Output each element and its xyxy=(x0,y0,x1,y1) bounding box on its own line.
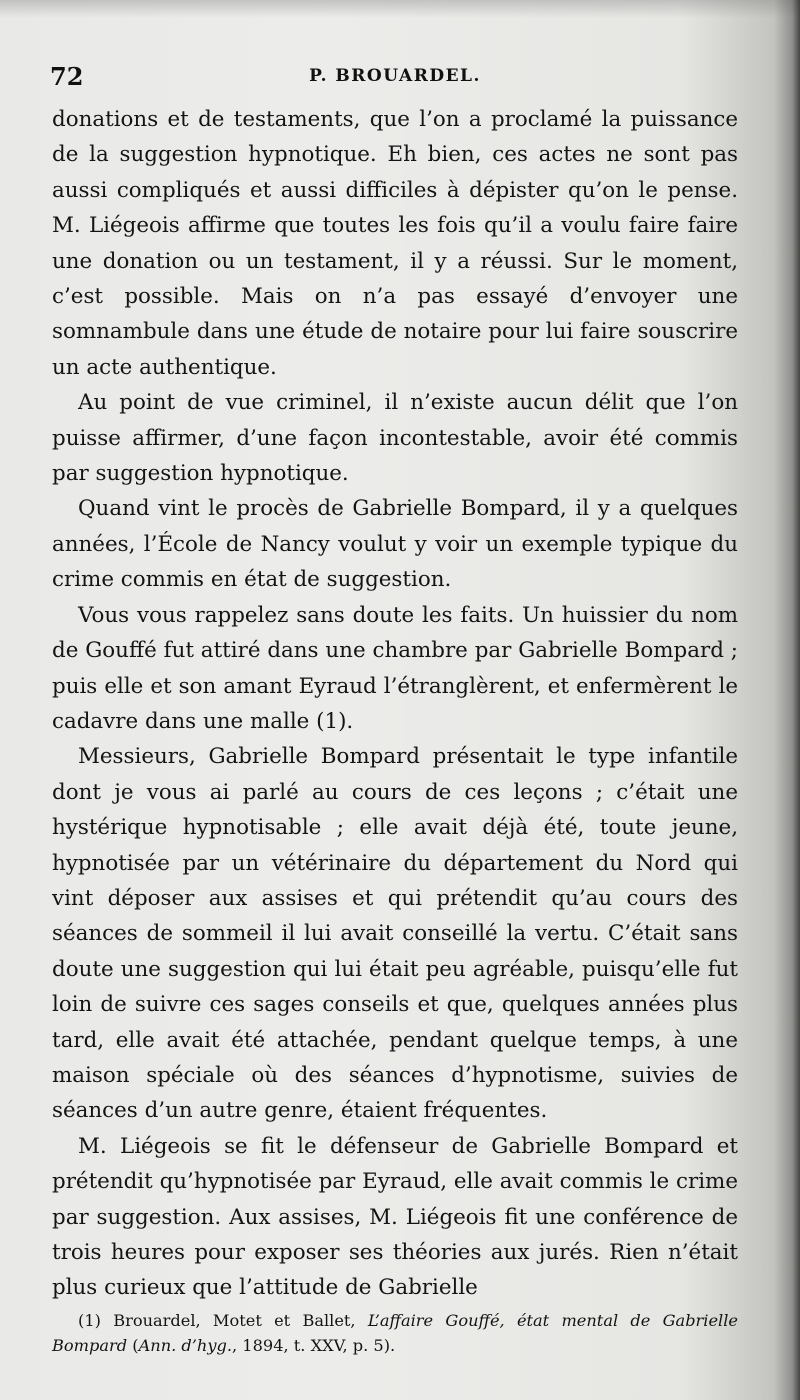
scan-top-shadow xyxy=(0,0,800,18)
footnote xyxy=(52,1308,738,1358)
footnote-tail: , 1894, t. XXV, p. 5). xyxy=(232,1336,396,1355)
paragraph: donations et de testaments, que l’on a proclamé la puissance de la suggestion hypnotique. Eh bien, ces actes ne sont pas aussi compliqués et aussi difficiles à dépister qu’on le pense. M. Liégeois affirme que toutes les fois qu’il a voulu faire faire une donation ou un testament, il y a réussi. Sur le moment, c’est possible. Mais on n’a pas essayé d’envoyer une somnambule dans une étude de notaire pour lui faire souscrire un acte authentique. xyxy=(52,107,738,380)
footnote-text xyxy=(52,1308,738,1358)
footnote-title: L’affaire Gouffé, état mental de Gabrielle Bompard xyxy=(52,1311,738,1355)
footnote-lead: (1) Brouardel, Motet et Ballet, xyxy=(78,1311,368,1330)
paragraph: Quand vint le procès de Gabrielle Bompard, il y a quelques années, l’École de Nancy voulut y voir un exemple typique du crime commis en état de suggestion. xyxy=(52,496,738,593)
paragraph: Au point de vue criminel, il n’existe aucun délit que l’on puisse affirmer, d’une façon incontestable, avoir été commis par suggestion hypnotique. xyxy=(52,390,738,487)
paragraph: Messieurs, Gabrielle Bompard présentait le type infantile dont je vous ai parlé au cours de ces leçons ; c’était une hystérique hypnotisable ; elle avait déjà été, toute jeune, hypnotisée par un vétérinaire du département du Nord qui vint déposer aux assises et qui prétendit qu’au cours des séances de sommeil il lui avait conseillé la vertu. C’était sans doute une suggestion qui lui était peu agréable, puisqu’elle fut loin de suivre ces sages conseils et que, quelques années plus tard, elle avait été attachée, pendant quelque temps, à une maison spéciale où des séances d’hypnotisme, suivies de séances d’un autre genre, étaient fréquentes. xyxy=(52,744,738,1124)
paragraph: Vous vous rappelez sans doute les faits. Un huissier du nom de Gouffé fut attiré dans une chambre par Gabrielle Bompard ; puis elle et son amant Eyraud l’étranglèrent, et enfermèrent le cadavre dans une malle (1). xyxy=(52,602,738,734)
footnote-mid: ( xyxy=(127,1336,139,1355)
footnote-journal: Ann. d’hyg. xyxy=(138,1336,232,1355)
page-header xyxy=(50,62,740,96)
running-head: P. BROUARDEL. xyxy=(309,66,481,86)
body-text xyxy=(52,102,738,1306)
paragraph: M. Liégeois se fit le défenseur de Gabrielle Bompard et prétendit qu’hypnotisée par Eyraud, elle avait commis le crime par suggestion. Aux assises, M. Liégeois fit une conférence de trois heures pour exposer ses théories aux jurés. Rien n’était plus curieux que l’attitude de Gabrielle xyxy=(52,1133,738,1301)
page-number: 72 xyxy=(50,62,84,91)
scan-gutter-shadow xyxy=(774,0,800,1400)
